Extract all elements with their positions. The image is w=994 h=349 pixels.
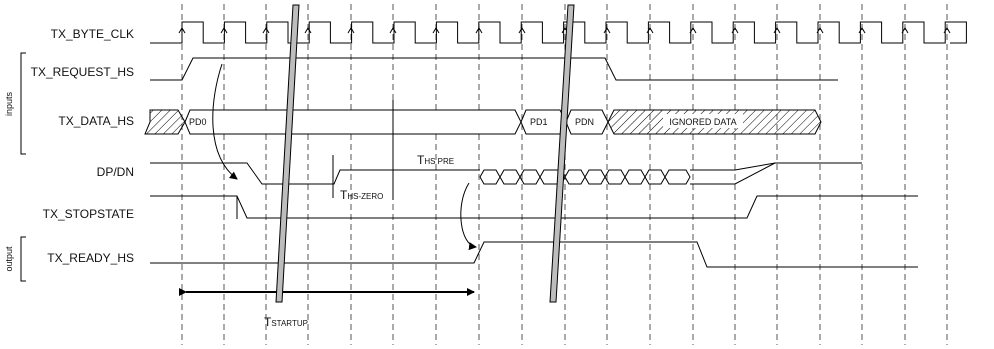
pd0-label: PD0: [189, 117, 207, 127]
t-startup-label: TSTARTUP: [264, 315, 308, 329]
tx-stopstate-waveform: [150, 196, 918, 218]
tx-data-hs-waveform: [145, 110, 821, 134]
clock-edge-marker: [263, 28, 269, 33]
tx-ready-hs-waveform: [150, 242, 918, 267]
bus-segment-pd0: [185, 110, 521, 134]
hs-bit-cell: [500, 170, 520, 184]
hs-bit-cell: [585, 170, 605, 184]
clock-edge-marker: [390, 28, 396, 33]
inputs-bracket: [4, 53, 26, 154]
hs-bit-cell: [645, 170, 665, 184]
tx-data-hs-label: TX_DATA_HS: [58, 114, 134, 128]
tx-stopstate-label: TX_STOPSTATE: [42, 207, 134, 221]
hs-bit-cell: [520, 170, 540, 184]
bus-ignored-left: [145, 110, 185, 134]
pdn-label: PDN: [575, 117, 595, 127]
hs-bit-cell: [565, 170, 585, 184]
ths-pre-label: THS PRE: [417, 153, 455, 167]
hs-bit-cell: [605, 170, 625, 184]
tx-ready-hs-label: TX_READY_HS: [47, 251, 134, 265]
clock-edge-marker: [519, 28, 525, 33]
inputs-group-label: inputs: [4, 91, 14, 117]
output-bracket: [4, 237, 26, 281]
clock-edge-marker: [305, 28, 311, 33]
dpdn-to-ready-arrow: [461, 183, 476, 247]
clock-edge-marker: [604, 28, 610, 33]
output-group-label: output: [4, 246, 14, 272]
time-break-2: [550, 5, 574, 302]
tx-byte-clk-waveform: [150, 22, 966, 43]
ths-zero-label: THS-ZERO: [340, 188, 384, 202]
pd1-label: PD1: [530, 117, 548, 127]
dp-dn-waveform: [150, 163, 862, 184]
hs-data-transitions: [480, 170, 690, 184]
hs-bit-cell: [480, 170, 500, 184]
tx-byte-clk-label: TX_BYTE_CLK: [50, 27, 134, 41]
time-break-1: [276, 5, 299, 302]
hs-bit-cell: [665, 170, 690, 184]
signal-labels: [31, 27, 134, 265]
hs-bit-cell: [625, 170, 645, 184]
tx-request-hs-label: TX_REQUEST_HS: [30, 65, 134, 79]
time-break-bars: [276, 5, 574, 302]
dp-dn-label: DP/DN: [96, 165, 134, 179]
ignored-data-label: IGNORED DATA: [669, 117, 737, 127]
clock-edge-marker: [348, 28, 354, 33]
clock-edge-marker: [774, 28, 780, 33]
tx-byte-clk-line: [150, 22, 966, 43]
